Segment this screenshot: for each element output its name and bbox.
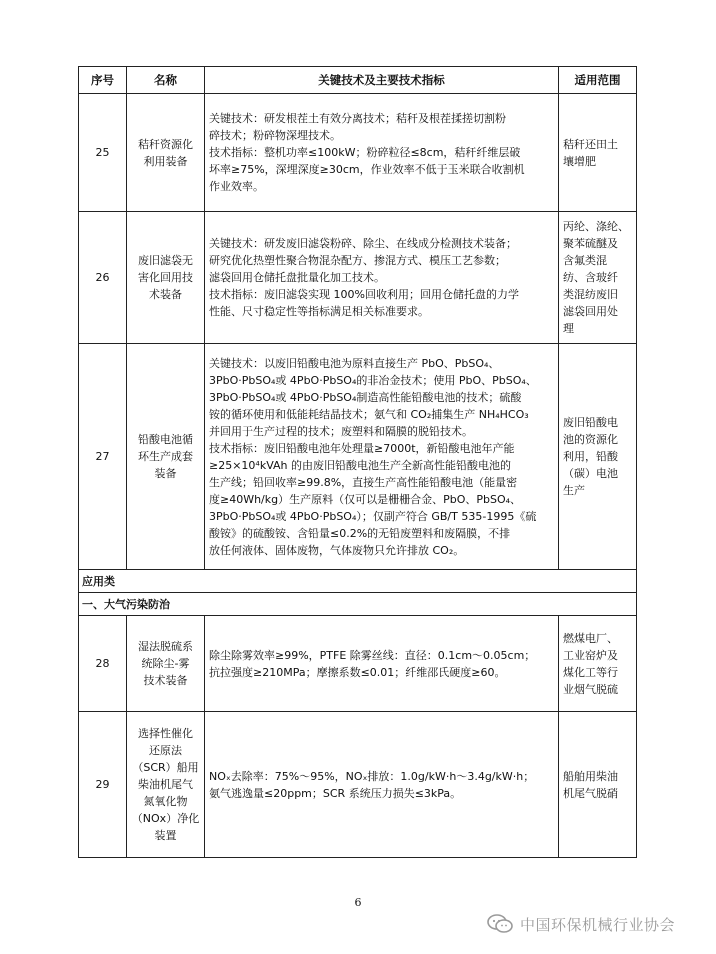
name-line: 利用装备 <box>143 154 188 168</box>
scope-line: 纺、含玻纤 <box>563 271 618 284</box>
row-tech <box>205 94 559 212</box>
technology-table <box>78 66 637 858</box>
name-line: 废旧滤袋无 <box>138 254 193 267</box>
name-line: 秸秆资源化 <box>138 137 193 151</box>
watermark-text: 中国环保机械行业协会 <box>520 915 676 934</box>
tech-line: 关键技术：研发根茬土有效分离技术；秸秆及根茬揉搓切割粉 <box>209 112 506 125</box>
scope-line: 理 <box>563 322 574 335</box>
name-line: 还原法 <box>149 744 182 757</box>
name-line: （NOx）净化 <box>131 812 200 825</box>
watermark <box>486 913 675 935</box>
tech-line: 作业效率。 <box>209 180 264 193</box>
tech-line: 除尘除雾效率≥99%，PTFE 除雾丝线：直径：0.1cm～0.05cm； <box>209 648 536 662</box>
tech-line: 滤袋回用仓储托盘批量化加工技术。 <box>209 271 385 284</box>
scope-line: 工业窑炉及 <box>563 648 618 662</box>
name-line: 技术装备 <box>143 674 188 687</box>
name-line: 湿法脱硫系 <box>138 640 193 653</box>
section-row-application <box>79 570 637 593</box>
scope-line: 类混纺废旧 <box>563 288 618 301</box>
tech-line: 生产线；铅回收率≥99.8%，直接生产高性能铅酸电池（能量密 <box>209 475 518 489</box>
tech-line: 研究优化热塑性聚合物混杂配方、掺混方式、模压工艺参数； <box>209 254 506 267</box>
tech-line: 3PbO·PbSO₄或 4PbO·PbSO₄）；仅副产符合 GB/T 535-1995《硫 <box>209 509 537 523</box>
scope-line: 池的资源化 <box>563 433 618 446</box>
tech-line: 3PbO·PbSO₄或 4PbO·PbSO₄的非冶金技术；使用 PbO、PbSO₄、 <box>209 373 537 387</box>
tech-line: 氨气逃逸量≤20ppm；SCR 系统压力损失≤3kPa。 <box>209 786 462 800</box>
row-number: 25 <box>79 94 127 212</box>
tech-line: 抗拉强度≥210MPa；摩擦系数≤0.01；纤维邵氏硬度≥60。 <box>209 665 506 679</box>
header-name: 名称 <box>127 67 205 94</box>
tech-line: 3PbO·PbSO₄或 4PbO·PbSO₄制造高性能铅酸电池的技术；硫酸 <box>209 390 522 404</box>
scope-line: 秸秆还田土 <box>563 137 618 151</box>
tech-line: NOₓ去除率：75%～95%，NOₓ排放：1.0g/kW·h～3.4g/kW·h； <box>209 769 535 783</box>
table-row <box>79 212 637 344</box>
scope-line: 丙纶、涤纶、 <box>563 220 629 233</box>
name-line: 害化回用技 <box>138 271 193 284</box>
scope-line: 利用，铅酸 <box>563 450 618 463</box>
row-name <box>127 616 205 712</box>
tech-line: 坏率≥75%，深埋深度≥30cm，作业效率不低于玉米联合收割机 <box>209 163 525 176</box>
table-row <box>79 94 637 212</box>
row-number: 27 <box>79 344 127 570</box>
row-number: 29 <box>79 712 127 858</box>
scope-line: 废旧铅酸电 <box>563 416 618 429</box>
scope-line: 船舶用柴油 <box>563 769 618 783</box>
scope-line: 煤化工等行 <box>563 665 618 679</box>
name-line: 铅酸电池循 <box>138 433 193 446</box>
scope-line: 含氟类混 <box>563 254 607 267</box>
row-scope <box>559 344 637 570</box>
name-line: （SCR）船用 <box>132 761 199 774</box>
header-scope: 适用范围 <box>559 67 637 94</box>
name-line: 装置 <box>154 829 177 842</box>
row-scope <box>559 616 637 712</box>
row-scope <box>559 712 637 858</box>
section-heading-air: 一、大气污染防治 <box>79 593 637 616</box>
tech-line: ≥25×10⁴kVAh 的由废旧铅酸电池生产全新高性能铅酸电池的 <box>209 458 512 472</box>
name-line: 装备 <box>154 467 177 480</box>
scope-line: （碳）电池 <box>563 467 618 480</box>
scope-line: 生产 <box>563 484 585 497</box>
row-name <box>127 712 205 858</box>
scope-line: 滤袋回用处 <box>563 305 618 318</box>
table-row <box>79 616 637 712</box>
section-heading-application: 应用类 <box>79 570 637 593</box>
row-scope <box>559 212 637 344</box>
tech-line: 碎技术；粉碎物深埋技术。 <box>209 129 341 142</box>
header-tech: 关键技术及主要技术指标 <box>205 67 559 94</box>
tech-line: 关键技术：以废旧铅酸电池为原料直接生产 PbO、PbSO₄、 <box>209 356 500 370</box>
tech-line: 技术指标：废旧铅酸电池年处理量≥7000t，新铅酸电池年产能 <box>209 441 515 455</box>
tech-line: 技术指标：整机功率≤100kW；粉碎粒径≤8cm，秸秆纤维层破 <box>209 146 521 159</box>
page-number: 6 <box>354 896 362 909</box>
tech-line: 关键技术：研发废旧滤袋粉碎、除尘、在线成分检测技术装备； <box>209 237 517 250</box>
row-name <box>127 344 205 570</box>
row-name <box>127 94 205 212</box>
row-tech <box>205 212 559 344</box>
tech-line: 技术指标：废旧滤袋实现 100%回收利用；回用仓储托盘的力学 <box>209 288 519 301</box>
row-tech <box>205 712 559 858</box>
row-name <box>127 212 205 344</box>
table-row <box>79 344 637 570</box>
tech-line: 并回用于生产过程的技术；废塑料和隔膜的脱铅技术。 <box>209 424 473 438</box>
name-line: 选择性催化 <box>138 727 193 740</box>
name-line: 氮氧化物 <box>143 795 188 808</box>
tech-line: 度≥40Wh/kg）生产原料（仅可以是栅栅合金、PbO、PbSO₄、 <box>209 492 522 506</box>
table-header-row <box>79 67 637 94</box>
scope-line: 壤增肥 <box>563 154 596 168</box>
name-line: 柴油机尾气 <box>138 778 193 791</box>
section-row-air <box>79 593 637 616</box>
name-line: 术装备 <box>149 288 182 301</box>
scope-line: 聚苯硫醚及 <box>563 237 618 250</box>
tech-line: 放任何液体、固体废物，气体废物只允许排放 CO₂。 <box>209 543 465 557</box>
row-scope <box>559 94 637 212</box>
tech-line: 性能、尺寸稳定性等指标满足相关标准要求。 <box>209 305 429 318</box>
name-line: 环生产成套 <box>138 450 193 463</box>
tech-line: 酸铵》的硫酸铵、含铅量≤0.2%的无铅废塑料和废隔膜，不排 <box>209 526 511 540</box>
row-tech <box>205 344 559 570</box>
row-number: 26 <box>79 212 127 344</box>
scope-line: 业烟气脱硫 <box>563 682 618 696</box>
scope-line: 燃煤电厂、 <box>563 631 618 645</box>
tech-line: 铵的循环使用和低能耗结晶技术；氨气和 CO₂捕集生产 NH₄HCO₃ <box>209 407 529 421</box>
wechat-logo-icon <box>486 913 514 935</box>
header-num: 序号 <box>79 67 127 94</box>
row-number: 28 <box>79 616 127 712</box>
table-row <box>79 712 637 858</box>
name-line: 统除尘-雾 <box>141 657 190 670</box>
row-tech <box>205 616 559 712</box>
scope-line: 机尾气脱硝 <box>563 786 618 800</box>
